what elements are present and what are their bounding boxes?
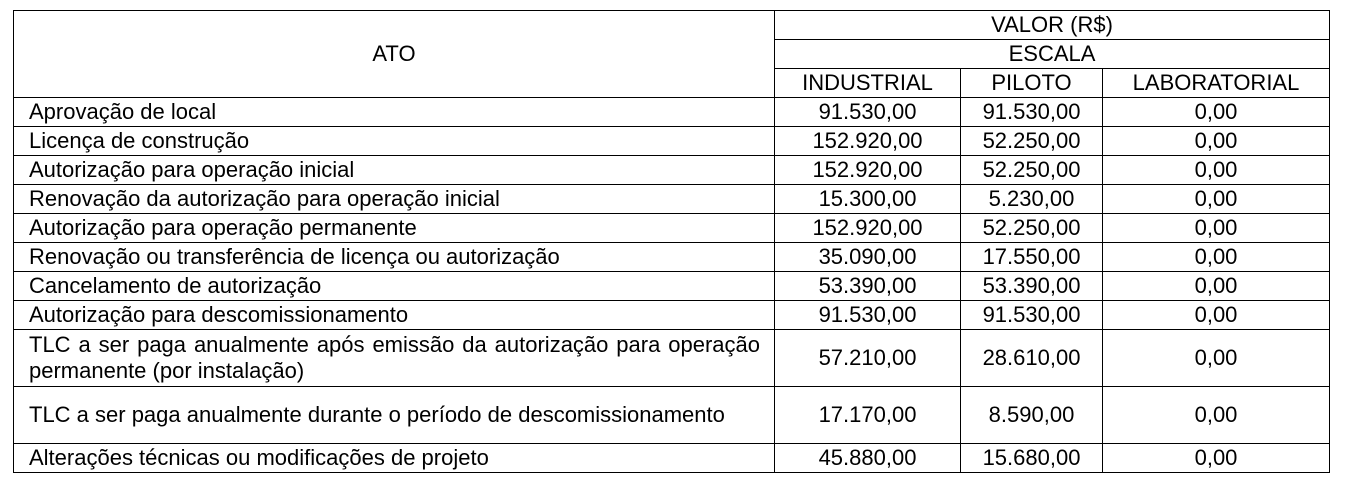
cell-ato: TLC a ser paga anualmente após emissão da autorização para operação permanente (por instalação) — [14, 330, 775, 387]
table-row — [14, 301, 1330, 330]
cell-laboratorial: 0,00 — [1103, 127, 1330, 156]
cell-ato: Autorização para operação inicial — [14, 156, 775, 185]
cell-piloto: 17.550,00 — [961, 243, 1103, 272]
header-escala: ESCALA — [775, 40, 1330, 69]
cell-industrial: 91.530,00 — [775, 98, 961, 127]
table-row — [14, 98, 1330, 127]
table-row — [14, 387, 1330, 444]
cell-industrial: 15.300,00 — [775, 185, 961, 214]
header-ato: ATO — [14, 11, 775, 98]
table-row — [14, 272, 1330, 301]
cell-ato: Autorização para descomissionamento — [14, 301, 775, 330]
cell-laboratorial: 0,00 — [1103, 387, 1330, 444]
header-piloto: PILOTO — [961, 69, 1103, 98]
cell-ato: Renovação ou transferência de licença ou autorização — [14, 243, 775, 272]
table-row — [14, 156, 1330, 185]
cell-ato: Renovação da autorização para operação inicial — [14, 185, 775, 214]
cell-piloto: 8.590,00 — [961, 387, 1103, 444]
cell-piloto: 15.680,00 — [961, 444, 1103, 473]
header-laboratorial: LABORATORIAL — [1103, 69, 1330, 98]
cell-piloto: 53.390,00 — [961, 272, 1103, 301]
cell-industrial: 152.920,00 — [775, 156, 961, 185]
cell-ato: Autorização para operação permanente — [14, 214, 775, 243]
table-row — [14, 243, 1330, 272]
header-industrial: INDUSTRIAL — [775, 69, 961, 98]
table-row — [14, 214, 1330, 243]
cell-ato: Licença de construção — [14, 127, 775, 156]
cell-industrial: 45.880,00 — [775, 444, 961, 473]
cell-piloto: 28.610,00 — [961, 330, 1103, 387]
cell-piloto: 5.230,00 — [961, 185, 1103, 214]
cell-industrial: 57.210,00 — [775, 330, 961, 387]
cell-laboratorial: 0,00 — [1103, 272, 1330, 301]
cell-industrial: 152.920,00 — [775, 127, 961, 156]
cell-ato: Aprovação de local — [14, 98, 775, 127]
cell-laboratorial: 0,00 — [1103, 330, 1330, 387]
cell-laboratorial: 0,00 — [1103, 98, 1330, 127]
cell-industrial: 53.390,00 — [775, 272, 961, 301]
cell-ato: Cancelamento de autorização — [14, 272, 775, 301]
cell-piloto: 52.250,00 — [961, 127, 1103, 156]
cell-industrial: 91.530,00 — [775, 301, 961, 330]
cell-laboratorial: 0,00 — [1103, 156, 1330, 185]
header-valor: VALOR (R$) — [775, 11, 1330, 40]
table-row — [14, 185, 1330, 214]
cell-laboratorial: 0,00 — [1103, 185, 1330, 214]
fee-table — [13, 10, 1330, 473]
cell-industrial: 35.090,00 — [775, 243, 961, 272]
cell-laboratorial: 0,00 — [1103, 214, 1330, 243]
table-row — [14, 330, 1330, 387]
cell-piloto: 91.530,00 — [961, 98, 1103, 127]
fee-table-container — [13, 10, 1330, 473]
cell-laboratorial: 0,00 — [1103, 444, 1330, 473]
cell-piloto: 52.250,00 — [961, 214, 1103, 243]
cell-ato: Alterações técnicas ou modificações de projeto — [14, 444, 775, 473]
cell-laboratorial: 0,00 — [1103, 243, 1330, 272]
table-row — [14, 127, 1330, 156]
cell-piloto: 52.250,00 — [961, 156, 1103, 185]
cell-laboratorial: 0,00 — [1103, 301, 1330, 330]
cell-piloto: 91.530,00 — [961, 301, 1103, 330]
cell-industrial: 152.920,00 — [775, 214, 961, 243]
cell-industrial: 17.170,00 — [775, 387, 961, 444]
table-row — [14, 444, 1330, 473]
cell-ato: TLC a ser paga anualmente durante o período de descomissionamento — [14, 387, 775, 444]
